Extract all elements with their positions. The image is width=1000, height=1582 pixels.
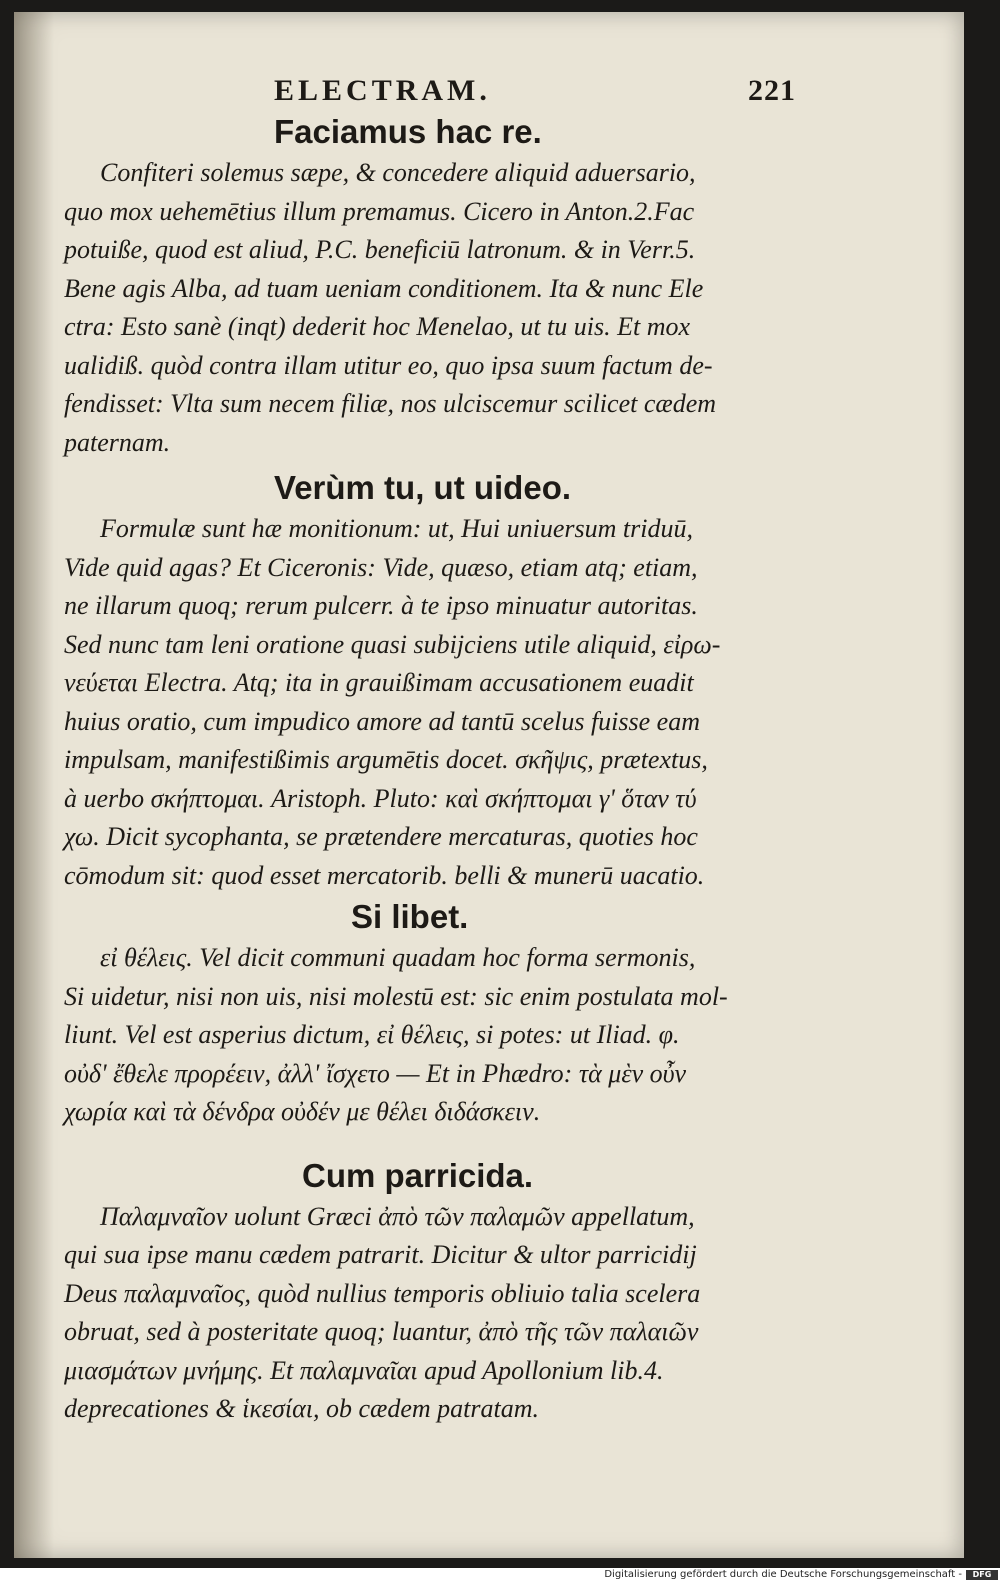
text-line: ualidiß. quòd contra illam utitur eo, quo ipsa suum factum de- [64,350,713,380]
section-paragraph [64,1198,784,1429]
text-line: potuiße, quod est aliud, P.C. beneficiū latronum. & in Verr.5. [64,235,696,264]
text-line: Deus παλαμναῖος, quòd nullius temporis obliuio talia scelera [64,1278,701,1308]
text-line: obruat, sed à posteritate quoq; luantur, ἀπὸ τῆς τῶν παλαιῶν [64,1317,699,1346]
text-line: Vide quid agas? Et Ciceronis: Vide, quæso, etiam atq; etiam, [64,552,698,582]
page-gutter-shadow [14,12,54,1558]
section-paragraph [64,154,784,462]
text-line: οὐδ' ἔθελε προρέειν, ἀλλ' ἴσχετο — Et in Phædro: τὰ μὲν οὖν [64,1058,687,1088]
text-line: Formulæ sunt hæ monitionum: ut, Hui uniuersum triduū, [100,514,693,543]
text-line: paternam. [64,427,171,457]
text-line: cōmodum sit: quod esset mercatorib. belli & munerū uacatio. [64,860,705,890]
funding-credit: Digitalisierung gefördert durch die Deutsche Forschungsgemeinschaft - [604,1569,962,1580]
section-heading: Cum parricida. [302,1156,534,1194]
text-line: Παλαμναῖον uolunt Græci ἀπὸ τῶν παλαμῶν appellatum, [100,1201,695,1231]
section-paragraph [64,939,784,1132]
section-heading: Faciamus hac re. [274,113,542,150]
text-line: εἰ θέλεις. Vel dicit communi quadam hoc forma sermonis, [100,943,696,972]
text-line: χωρία καὶ τὰ δένδρα οὐδέν με θέλει διδάσκειν. [64,1097,541,1126]
section-heading: Verùm tu, ut uideo. [274,469,572,506]
section-heading: Si libet. [351,898,469,935]
text-line: Bene agis Alba, ad tuam ueniam conditionem. Ita & nunc Ele [64,273,704,303]
text-line: fendisset: Vlta sum necem filiæ, nos ulciscemur scilicet cædem [64,389,717,418]
text-line: à uerbo σκήπτομαι. Aristoph. Pluto: καὶ σκήπτομαι γ' ὅταν τύ [64,783,697,813]
book-page [14,12,964,1558]
text-line: Confiteri solemus sæpe, & concedere aliquid aduersario, [100,158,696,187]
text-line: Sed nunc tam leni oratione quasi subijciens utile aliquid, εἰρω- [64,629,721,659]
running-head [64,74,796,110]
dfg-logo: DFG [966,1570,998,1580]
digitization-footer [0,1568,1000,1582]
text-line: deprecationes & ἱκεσίαι, ob cædem patratam. [64,1394,540,1423]
text-line: impulsam, manifestißimis argumētis docet. σκῆψις, prætextus, [64,745,708,774]
text-line: χω. Dicit sycophanta, se prætendere mercaturas, quoties hoc [64,822,698,851]
text-line: ne illarum quoq; rerum pulcerr. à te ipso minuatur autoritas. [64,591,698,620]
text-line: ctra: Esto sanè (inqt) dederit hoc Menelao, ut tu uis. Et mox [64,312,691,341]
text-line: μιασμάτων μνήμης. Et παλαμναῖαι apud Apollonium lib.4. [64,1355,664,1385]
text-line: quo mox uehemētius illum premamus. Cicero in Anton.2.Fac [64,196,695,226]
running-title: ELECTRAM. [274,74,491,107]
text-line: qui sua ipse manu cædem patrarit. Dicitur & ultor parricidij [64,1240,697,1269]
page-number: 221 [748,74,796,107]
text-line: liunt. Vel est asperius dictum, εἰ θέλεις, si potes: ut Iliad. φ. [64,1020,680,1049]
text-line: Si uidetur, nisi non uis, nisi molestū est: sic enim postulata mol- [64,981,728,1011]
text-line: huius oratio, cum impudico amore ad tantū scelus fuisse eam [64,706,700,736]
text-block [64,74,796,1429]
text-line: νεύεται Electra. Atq; ita in grauißimam accusationem euadit [64,668,694,697]
section-paragraph [64,510,784,895]
